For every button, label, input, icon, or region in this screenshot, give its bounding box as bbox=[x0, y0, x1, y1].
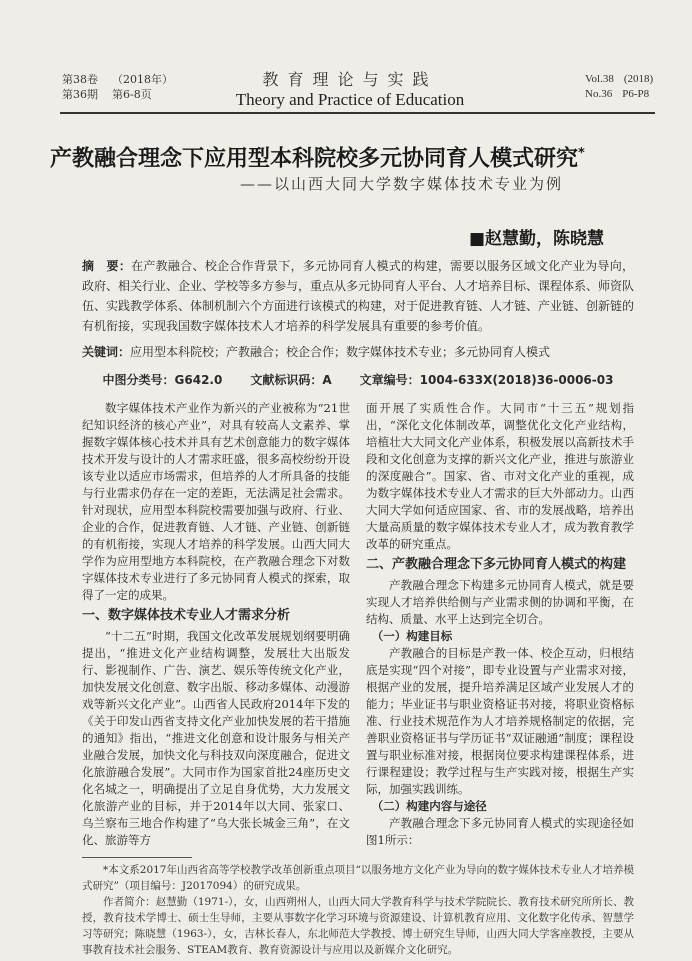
article-number: 文章编号：1004-633X(2018)36-0006-03 bbox=[359, 373, 614, 387]
subsection1-heading: （一）构建目标 bbox=[371, 629, 453, 643]
title-text: 产教融合理念下应用型本科院校多元协同育人模式研究 bbox=[50, 146, 579, 172]
year-cn: （2018年） bbox=[112, 73, 173, 86]
header-rule bbox=[60, 112, 655, 114]
document-code: 文献标识码：A bbox=[250, 373, 332, 387]
section2-paragraph: 产教融合理念下构建多元协同育人模式，就是要实现人才培养供给侧与产业需求侧的协调和平衡，在结构、质量、水平上达到完全切合。 bbox=[366, 578, 634, 626]
abstract bbox=[82, 256, 634, 336]
body-column-left bbox=[82, 400, 350, 849]
keywords-label: 关键词： bbox=[82, 345, 131, 359]
article-title bbox=[50, 140, 670, 173]
journal-info-left bbox=[62, 72, 187, 102]
footnotes bbox=[82, 862, 634, 958]
issue-en: No.36 bbox=[585, 88, 613, 100]
journal-info-right bbox=[585, 72, 663, 102]
volume-cn: 第38卷 bbox=[62, 73, 98, 86]
journal-name-en: Theory and Practice of Education bbox=[235, 90, 465, 109]
author-bio: 作者简介：赵慧勤（1971-），女，山西朔州人，山西大同大学教育科学与技术学院院长、教育技术研究所所长、教授，教育技术学博士、硕士生导师，主要从事数字化学习环境与资源建设、计算机教育应用、文化数字化传承、智慧学习等研究；陈晓慧（1963-），女，吉林长春人，东北师范大学教授、博士研究生导师，山西大同大学客座教授，主要从事教育技术社会服务、STEAM教育、教育资源设计与应用以及新媒介文化研究。 bbox=[82, 896, 634, 956]
body-column-right bbox=[366, 400, 634, 849]
subsection2-paragraph: 产教融合理念下多元协同育人模式的实现途径如图1所示： bbox=[366, 816, 634, 847]
section1-heading: 一、数字媒体技术专业人才需求分析 bbox=[82, 608, 291, 623]
abstract-text: 在产教融合、校企合作背景下，多元协同育人模式的构建，需要以服务区域文化产业为导向，政府、相关行业、企业、学校等多方参与，重点从多元协同育人平台、人才培养目标、课程体系、师资队伍、实践教学体系、体制机制六个方面进行该模式的构建，对于促进教育链、人才链、产业链、创新链的有机衔接，实现我国数字媒体技术人才培养的科学发展具有重要的参考价值。 bbox=[82, 259, 635, 333]
intro-paragraph: 数字媒体技术产业作为新兴的产业被称为“21世纪知识经济的核心产业”，对具有较高人文素养、掌握数字媒体核心技术并具有艺术创意能力的数字媒体技术开发与设计的人才需求旺盛，很多高校纷纷开设该专业以适应市场需求，但培养的人才所具备的技能与行业需求仍存在一定的差距，无法满足社会需求。针对现状，应用型本科院校需要加强与政府、行业、企业的合作，促进教育链、人才链、产业链、创新链的有机衔接，实现人才培养的科学发展。山西大同大学作为应用型地方本科院校，在产教融合理念下对数字媒体技术专业进行了多元协同育人模式的探索，取得了一定的成果。 bbox=[82, 401, 350, 602]
subsection1-paragraph: 产教融合的目标是产教一体、校企互动，归根结底是实现“四个对接”，即专业设置与产业需求对接，根据产业的发展，提升培养满足区域产业发展人才的能力；毕业证书与职业资格证书对接，将职业资格标准、行业技术规范作为人才培养规格制定的依据，完善职业资格证书与学历证书“双证融通”制度；课程设置与职业标准对接，根据岗位要求构建课程体系，进行课程建设；教学过程与生产实践对接，根据生产实际，加强实践训练。 bbox=[366, 646, 634, 796]
keywords-text: 应用型本科院校；产教融合；校企合作；数字媒体技术专业；多元协同育人模式 bbox=[130, 345, 551, 359]
article-subtitle: ——以山西大同大学数字媒体技术专业为例 bbox=[240, 175, 564, 193]
body-columns bbox=[82, 400, 634, 849]
classification-line bbox=[82, 370, 634, 390]
clc-number: 中图分类号：G642.0 bbox=[102, 373, 223, 387]
footnote-rule bbox=[82, 857, 192, 858]
journal-name bbox=[200, 70, 500, 110]
keywords bbox=[82, 342, 634, 362]
issue-cn: 第36期 bbox=[62, 88, 98, 101]
pages-cn: 第6-8页 bbox=[112, 88, 152, 101]
abstract-label: 摘 要： bbox=[82, 259, 132, 273]
subsection2-heading: （二）构建内容与途径 bbox=[371, 799, 487, 813]
volume-en: Vol.38 bbox=[585, 73, 614, 85]
authors: ■赵慧勤，陈晓慧 bbox=[468, 229, 604, 249]
article-flow bbox=[82, 228, 634, 958]
year-en: (2018) bbox=[623, 73, 654, 85]
title-footnote-mark: * bbox=[578, 146, 585, 161]
section1-paragraph: “十二五”时期，我国文化改革发展规划纲要明确提出，“推进文化产业结构调整，发展壮大出版发行、影视制作、广告、演艺、娱乐等传统文化产业，加快发展文化创意、数字出版、移动多媒体、动漫游戏等新兴文化产业”。山西省人民政府2014年下发的《关于印发山西省支持文化产业加快发展的若干措施的通知》指出，“推进文化创意和设计服务与相关产业融合发展，加快文化与科技双向深度融合，促进文化旅游融合发展”。大同市作为国家首批24座历史文化名城之一，明确提出了立足自身优势，大力发展文化旅游产业的目标，并于2014年以大同、张家口、乌兰察布三地合作构建了“乌大张长城金三角”，在文化、旅游等方 bbox=[82, 629, 350, 847]
section1-paragraph-continued: 面开展了实质性合作。大同市“十三五”规划指出，“深化文化体制改革，调整优化文化产业结构，培植壮大大同文化产业体系，积极发展以高新技术手段和文化创意为支撑的新兴文化产业，推进与旅游业的深度融合”。国家、省、市对文化产业的重视，成为数字媒体技术专业人才需求的巨大外部动力。山西大同大学如何适应国家、省、市的发展战略，培养出大量高质量的数字媒体技术专业人才，成为教育教学改革的研究重点。 bbox=[366, 401, 634, 551]
pages-en: P6-P8 bbox=[622, 88, 650, 100]
section2-heading: 二、产教融合理念下多元协同育人模式的构建 bbox=[366, 557, 627, 572]
journal-name-cn: 教育理论与实践 bbox=[262, 70, 438, 89]
funding-note: *本文系2017年山西省高等学校教学改革创新重点项目“以服务地方文化产业为导向的数字媒体技术专业人才培养模式研究”（项目编号：J2017094）的研究成果。 bbox=[82, 864, 634, 892]
